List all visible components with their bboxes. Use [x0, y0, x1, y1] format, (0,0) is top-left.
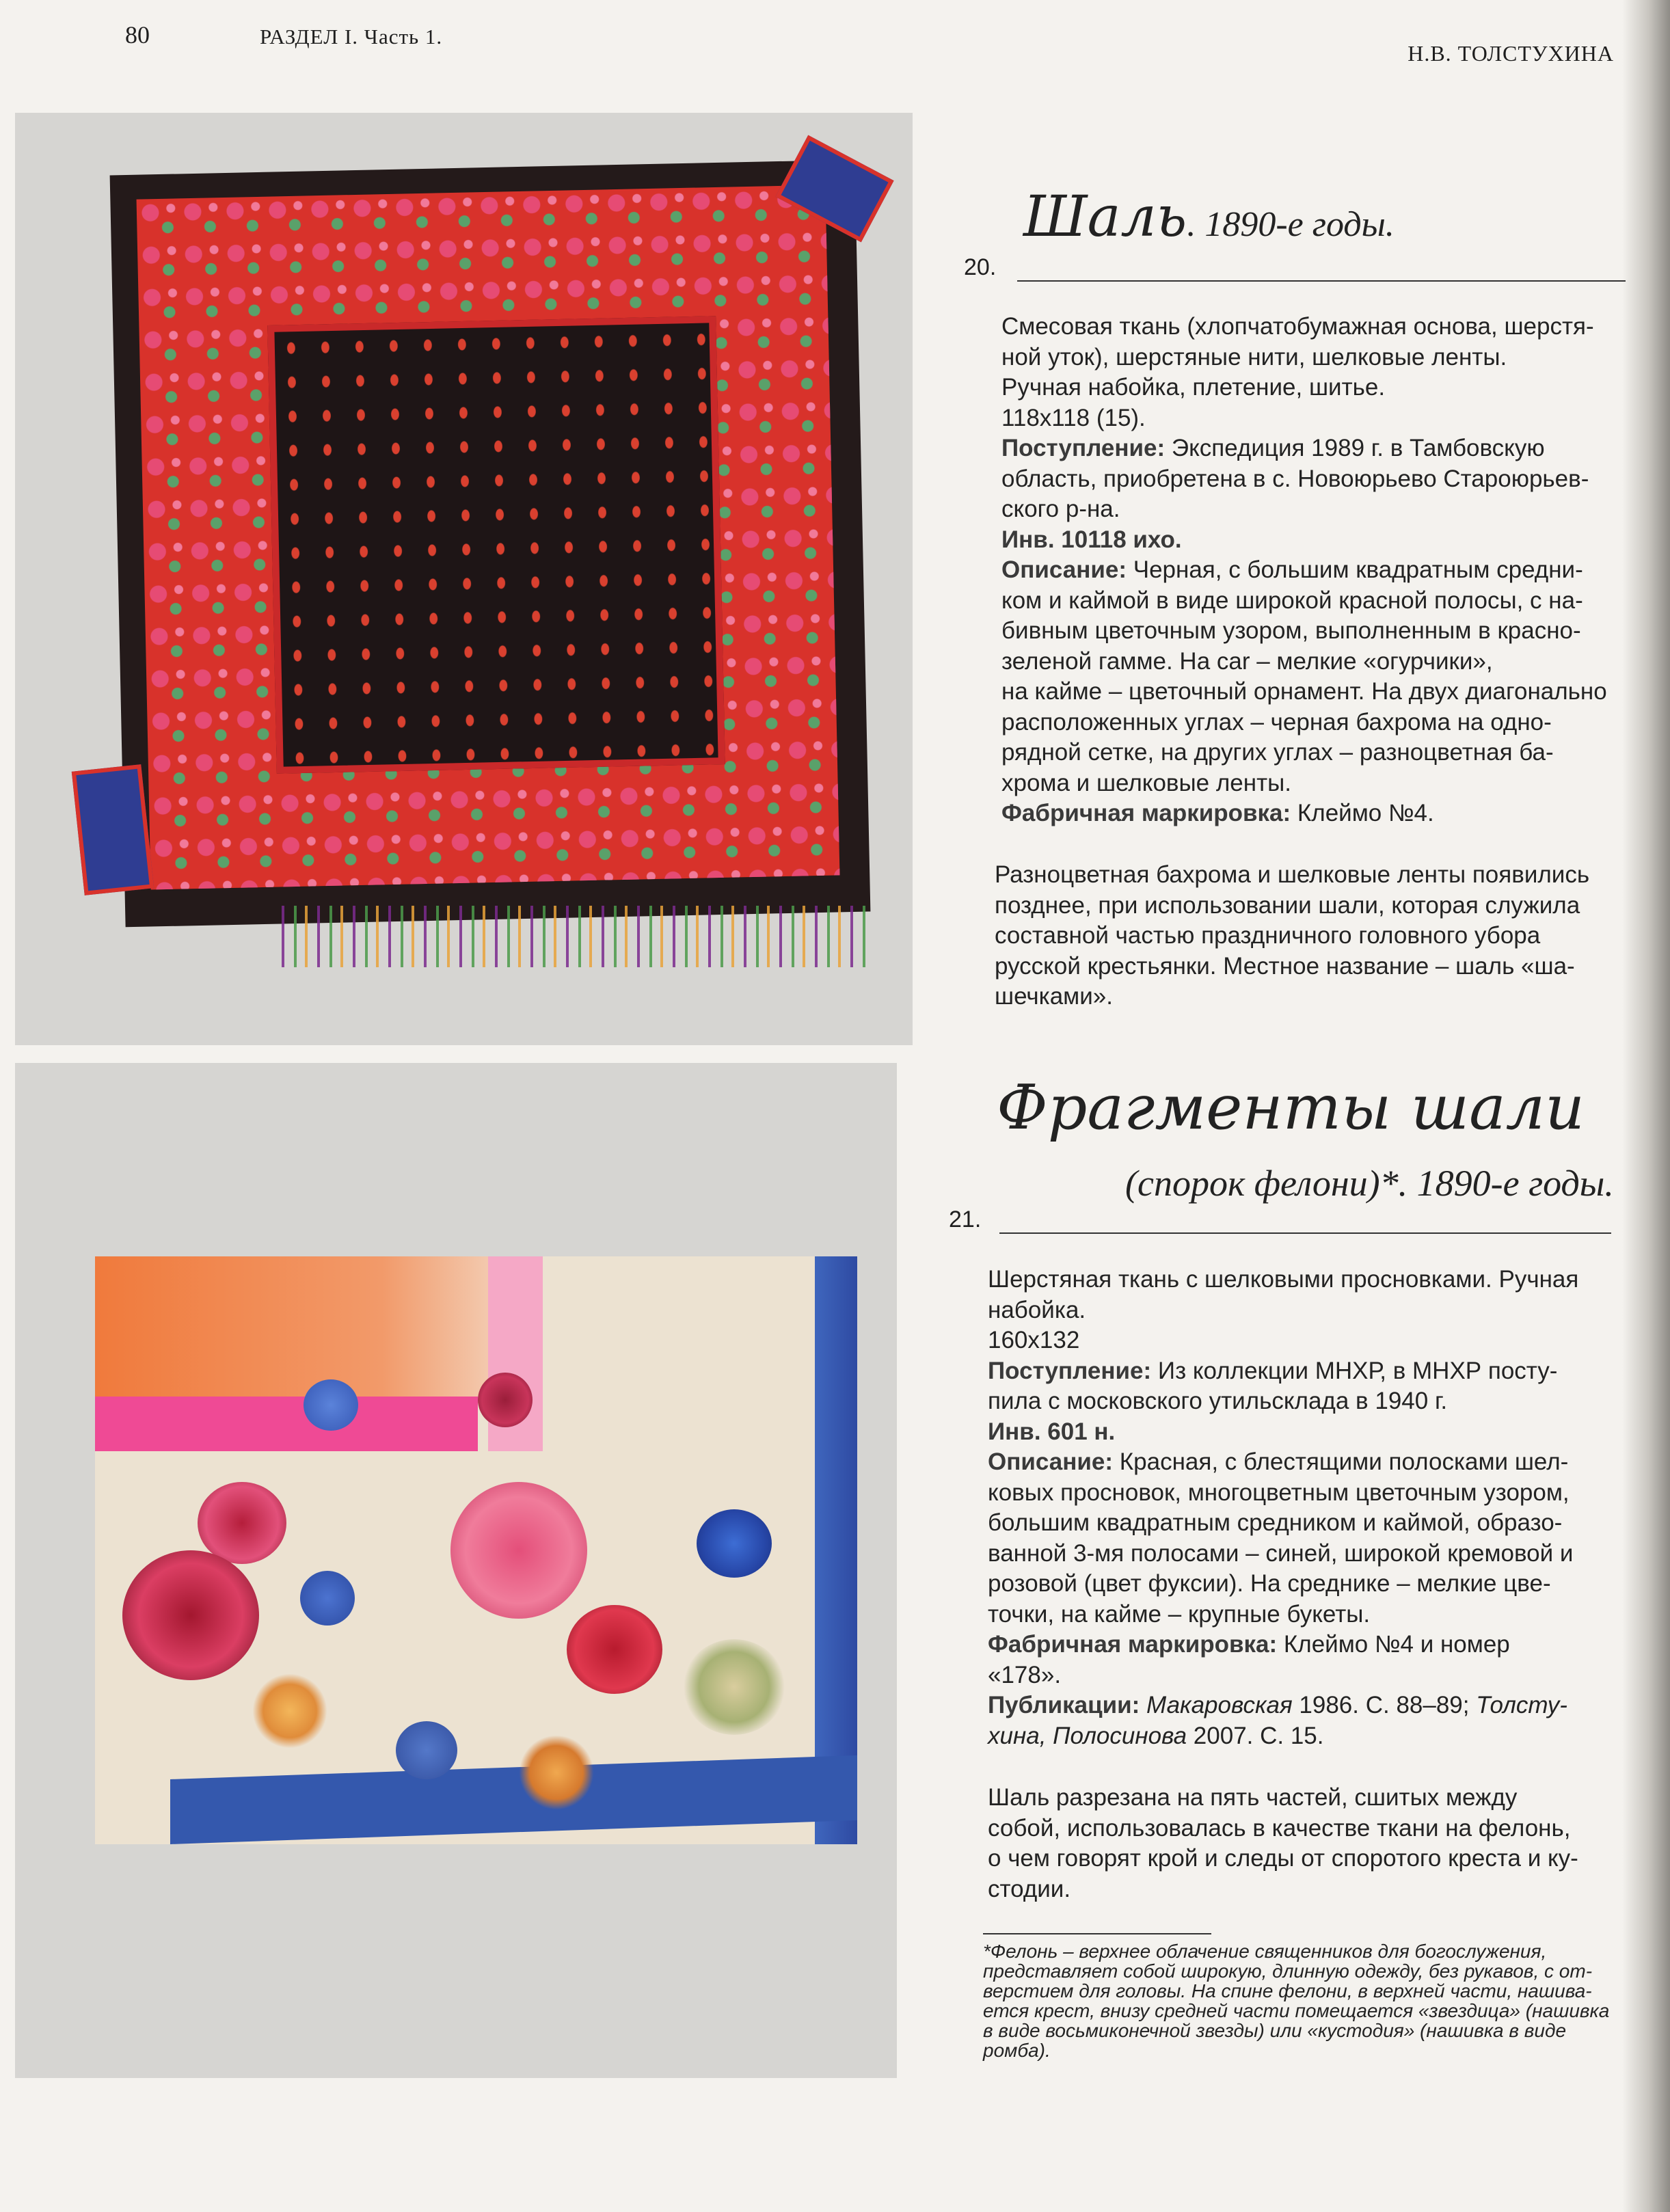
inventory-number: Инв. 601 н. [988, 1418, 1116, 1445]
body-line: розовой (цвет фуксии). На среднике – мелкие цве- [988, 1570, 1551, 1597]
body-line: ского р-на. [1001, 496, 1120, 522]
rose-motif [122, 1550, 259, 1680]
body-line: бивным цветочным узором, выполненным в красно- [1001, 617, 1581, 644]
entry-1-title-script: Шаль [1023, 185, 1187, 249]
publication-author: Макаровская [1146, 1692, 1293, 1718]
rose-motif [198, 1482, 286, 1564]
publications-label: Публикации: [988, 1692, 1140, 1718]
fabric-pink-stripe [95, 1397, 478, 1451]
rose-motif [478, 1373, 533, 1427]
body-line: Черная, с большим квадратным средни- [1133, 556, 1583, 583]
body-line: рядной сетке, на других углах – разноцветная ба- [1001, 739, 1554, 766]
note-line: Разноцветная бахрома и шелковые ленты появились [995, 861, 1590, 888]
footnote-line: представляет собой широкую, длинную одежду, без рукавов, с от- [983, 1960, 1593, 1982]
entry-1-note [995, 860, 1630, 1012]
body-line: 118x118 (15). [1001, 404, 1146, 431]
publication-author: Толсту- [1476, 1692, 1567, 1718]
rose-motif [450, 1482, 587, 1619]
footnote-line: в виде восьмиконечной звезды) или «кустодия» (нашивка в виде [983, 2020, 1567, 2041]
blue-flower-motif [697, 1509, 772, 1578]
receipt-label: Поступление: [988, 1357, 1152, 1384]
footnote-line: верстием для головы. На спине фелони, в верхней части, нашива- [983, 1980, 1592, 2001]
shawl-fragment-image [95, 1256, 857, 1844]
body-line: Смесовая ткань (хлопчатобумажная основа, шерстя- [1001, 313, 1594, 340]
shawl-black-center [267, 316, 725, 774]
entry-2-body [988, 1265, 1617, 1751]
body-line: ком и каймой в виде широкой красной полосы, с на- [1001, 586, 1583, 614]
ornament-motif [683, 1639, 785, 1735]
body-line: ной уток), шерстяные нити, шелковые ленты. [1001, 343, 1507, 370]
note-line: о чем говорят крой и следы от споротого креста и ку- [988, 1845, 1578, 1872]
section-title: РАЗДЕЛ I. Часть 1. [260, 25, 443, 49]
entry-1-body [1001, 312, 1630, 829]
entry-2-subtitle: (спорок фелони)*. 1890-е годы. [1125, 1163, 1614, 1204]
body-line: «178». [988, 1661, 1062, 1688]
shawl-ribbon-corner [72, 764, 154, 895]
blue-flower-motif [396, 1721, 457, 1779]
publication-ref: 2007. С. 15. [1193, 1722, 1324, 1749]
fabric-blue-stripe [170, 1754, 857, 1844]
ornament-motif [519, 1735, 594, 1810]
footnote [983, 1941, 1626, 2060]
body-line: 160x132 [988, 1327, 1080, 1353]
note-line: русской крестьянки. Местное название – шаль «ша- [995, 952, 1575, 980]
footnote-rule [983, 1933, 1211, 1934]
body-line: ковых просновок, многоцветным цветочным узором, [988, 1479, 1570, 1506]
description-label: Описание: [1001, 556, 1127, 583]
footnote-line: ромба). [983, 2040, 1051, 2061]
page-header [0, 0, 1670, 103]
rose-motif [567, 1605, 662, 1694]
note-line: шечками». [995, 983, 1113, 1010]
entry-2-title: Фрагменты шали [997, 1072, 1585, 1144]
entry-1-rule [1017, 280, 1626, 282]
ornament-motif [252, 1673, 327, 1749]
entry-2-number: 21. [949, 1206, 982, 1232]
factory-mark-value: Клеймо №4. [1297, 800, 1434, 826]
body-line: точки, на кайме – крупные букеты. [988, 1600, 1371, 1628]
body-line: расположенных углах – черная бахрома на одно- [1001, 708, 1552, 736]
body-line: область, приобретена в с. Новоюрьево Староюрьев- [1001, 465, 1589, 492]
body-line: Шерстяная ткань с шелковыми просновками. Ручная [988, 1266, 1579, 1293]
factory-mark-label: Фабричная маркировка: [988, 1631, 1278, 1658]
note-line: собой, использовалась в качестве ткани на фелонь, [988, 1814, 1571, 1842]
note-line: Шаль разрезана на пять частей, сшитых между [988, 1784, 1518, 1811]
shawl-fringe [282, 906, 870, 967]
entry-2-rule [999, 1232, 1611, 1234]
entry-1-title [1023, 185, 1395, 249]
inventory-number: Инв. 10118 ихо. [1001, 526, 1182, 553]
receipt-label: Поступление: [1001, 435, 1166, 461]
factory-mark-label: Фабричная маркировка: [1001, 800, 1291, 826]
shawl-photo-2 [15, 1063, 897, 2078]
body-line: Из коллекции МНХР, в МНХР посту- [1157, 1357, 1558, 1384]
shawl-photo-1 [15, 113, 913, 1045]
note-line: составной частью праздничного головного убора [995, 922, 1541, 949]
body-line: Экспедиция 1989 г. в Тамбовскую [1171, 435, 1545, 461]
blue-flower-motif [304, 1379, 358, 1431]
body-line: Красная, с блестящими полосками шел- [1119, 1448, 1569, 1475]
footnote-line: *Фелонь – верхнее облачение священников для богослужения, [983, 1941, 1547, 1962]
body-line: большим квадратным средником и каймой, образо- [988, 1509, 1563, 1536]
body-line: Ручная набойка, плетение, шитье. [1001, 374, 1386, 401]
description-label: Описание: [988, 1448, 1114, 1475]
entry-1-title-date: . 1890-е годы. [1187, 205, 1395, 244]
note-line: стодии. [988, 1875, 1071, 1902]
footnote-line: ется крест, внизу средней части помещается «звездица» (нашивка [983, 2000, 1610, 2021]
body-line: набойка. [988, 1296, 1086, 1323]
fabric-orange-area [95, 1256, 505, 1403]
note-line: позднее, при использовании шали, которая служила [995, 891, 1580, 919]
entry-1-number: 20. [964, 254, 997, 280]
entry-2-note [988, 1783, 1630, 1904]
shawl-image [118, 167, 863, 919]
body-line: пила с московского утильсклада в 1940 г. [988, 1388, 1448, 1414]
body-line: зеленой гамме. На car – мелкие «огурчики», [1001, 647, 1493, 675]
body-line: хрома и шелковые ленты. [1001, 769, 1291, 796]
publication-author: хина, Полосинова [988, 1722, 1187, 1749]
publication-ref: 1986. С. 88–89; [1299, 1692, 1470, 1718]
factory-mark-value: Клеймо №4 и номер [1283, 1631, 1510, 1658]
blue-flower-motif [300, 1571, 355, 1626]
page-number: 80 [125, 21, 150, 49]
author-name: Н.В. ТОЛСТУХИНА [1408, 41, 1614, 66]
body-line: ванной 3-мя полосами – синей, широкой кремовой и [988, 1539, 1574, 1567]
body-line: на кайме – цветочный орнамент. На двух диагонально [1001, 678, 1607, 705]
